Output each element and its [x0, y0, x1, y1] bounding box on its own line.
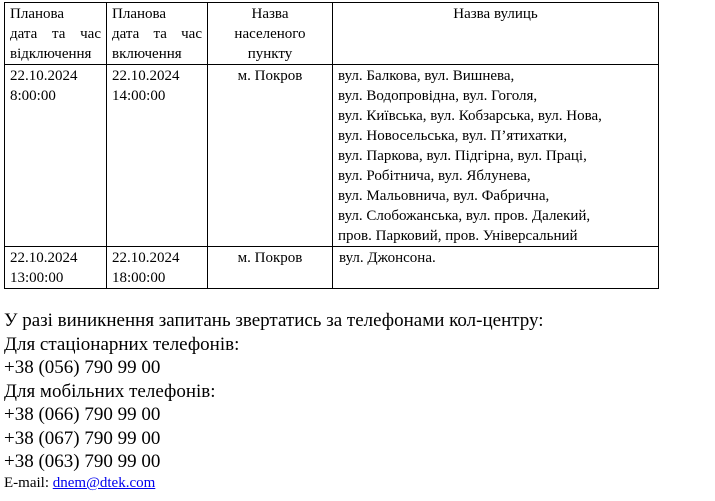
street-line: вул. Слобожанська, вул. пров. Далекий,	[338, 208, 591, 224]
off-time: 13:00:00	[10, 270, 64, 286]
street-line: пров. Парковий, пров. Універсальний	[338, 228, 578, 244]
table-row	[5, 65, 659, 247]
email-link[interactable]: dnem@dtek.com	[52, 475, 156, 491]
mobile-phone: +38 (063) 790 99 00	[4, 451, 161, 472]
on-date: 22.10.2024	[112, 250, 180, 266]
mobile-phone: +38 (066) 790 99 00	[4, 404, 161, 425]
mobile-phone: +38 (067) 790 99 00	[4, 427, 161, 449]
on-time: 14:00:00	[112, 88, 166, 104]
mobile-label: Для мобільних телефонів:	[4, 380, 216, 402]
header-planned-on-line: включення	[112, 46, 182, 62]
outage-schedule-table	[4, 2, 659, 289]
street-line: вул. Джонсона.	[339, 250, 436, 266]
cell-settlement: м. Покров	[208, 65, 333, 247]
street-line: вул. Новосельська, вул. П’ятихатки,	[338, 128, 568, 144]
cell-settlement: м. Покров	[208, 247, 333, 289]
table-header-row	[5, 3, 659, 65]
off-date: 22.10.2024	[10, 68, 78, 84]
street-line: вул. Робітнича, вул. Яблунева,	[338, 168, 531, 184]
header-planned-off-line: відключення	[10, 46, 92, 62]
header-street-names: Назва вулиць	[333, 3, 659, 65]
table-row	[5, 247, 659, 289]
header-planned-off-line: дата та час	[10, 26, 101, 42]
cell-streets	[333, 65, 659, 247]
on-time: 18:00:00	[112, 270, 166, 286]
email-line	[4, 474, 155, 492]
landline-phone: +38 (056) 790 99 00	[4, 357, 161, 378]
street-line: вул. Київська, вул. Кобзарська, вул. Нова,	[338, 108, 602, 124]
email-label: E-mail:	[4, 475, 53, 491]
header-planned-off-line: Планова	[10, 6, 65, 22]
header-planned-on-line: дата та час	[112, 26, 202, 42]
off-date: 22.10.2024	[10, 250, 78, 266]
cell-on-datetime	[107, 247, 208, 289]
contact-intro: У разі виникнення запитань звертатись за телефонами кол-центру:	[4, 310, 544, 331]
header-settlement-line: Назва	[251, 6, 289, 22]
on-date: 22.10.2024	[112, 68, 180, 84]
header-settlement-name	[208, 3, 333, 65]
off-time: 8:00:00	[10, 88, 56, 104]
street-line: вул. Мальовнича, вул. Фабрична,	[338, 188, 550, 204]
contact-info	[4, 309, 544, 474]
cell-streets	[333, 247, 659, 289]
landline-label: Для стаціонарних телефонів:	[4, 333, 240, 355]
header-settlement-line: пункту	[247, 46, 293, 62]
street-line: вул. Водопровідна, вул. Гоголя,	[338, 88, 538, 104]
street-line: вул. Балкова, вул. Вишнева,	[338, 68, 515, 84]
cell-off-datetime	[5, 247, 107, 289]
cell-on-datetime	[107, 65, 208, 247]
header-planned-on	[107, 3, 208, 65]
street-line: вул. Паркова, вул. Підгірна, вул. Праці,	[338, 148, 587, 164]
header-settlement-line: населеного	[234, 26, 306, 42]
cell-off-datetime	[5, 65, 107, 247]
header-planned-off	[5, 3, 107, 65]
header-planned-on-line: Планова	[112, 6, 167, 22]
